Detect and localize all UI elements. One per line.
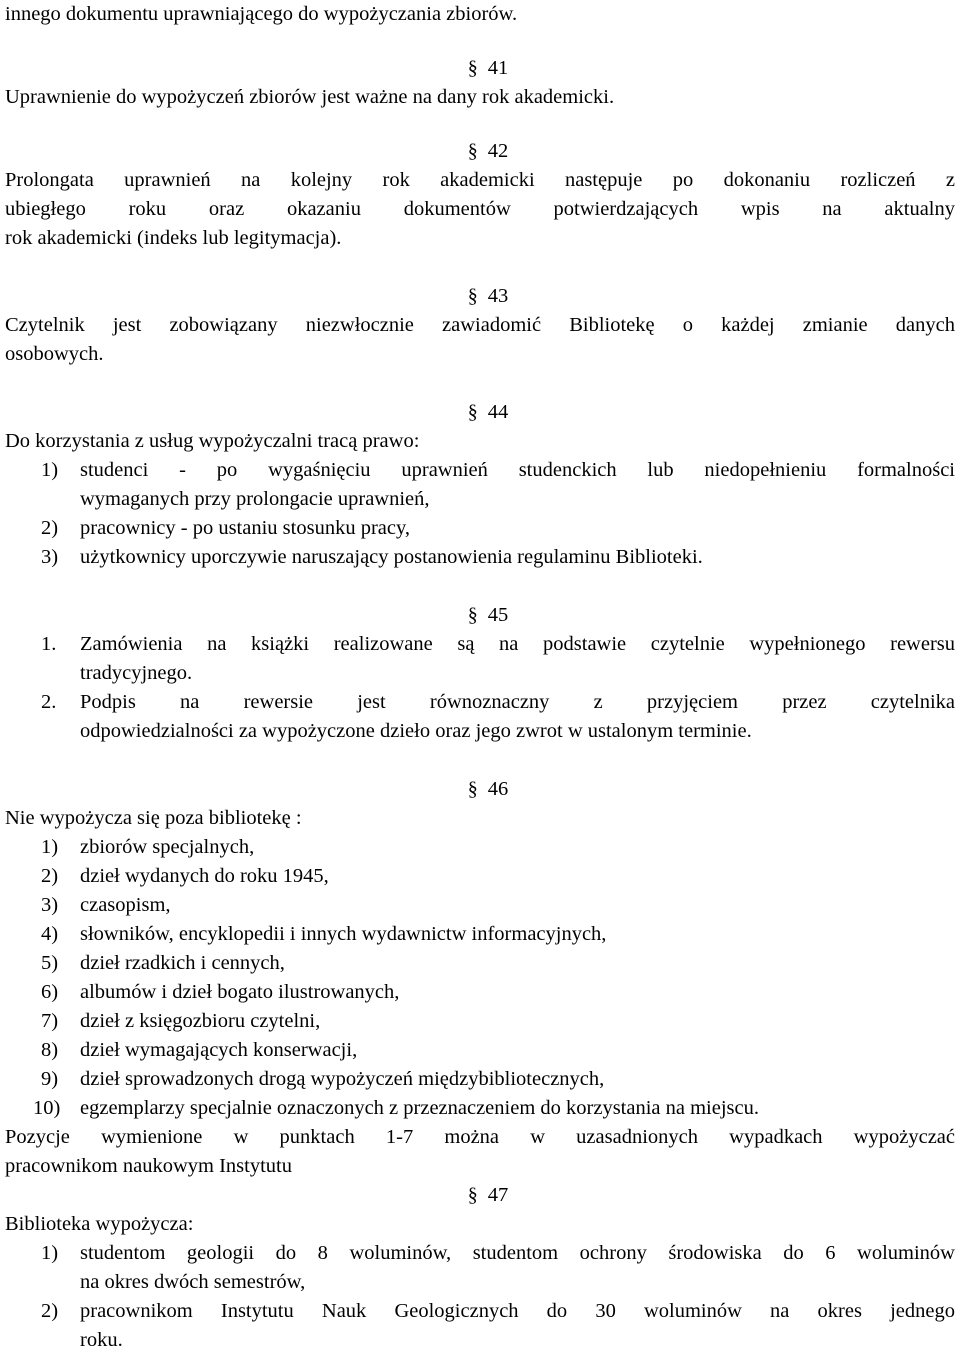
item-text: dzieł wydanych do roku 1945,: [80, 865, 329, 887]
list-item: [5, 688, 955, 717]
list-item: [5, 630, 955, 659]
list-item: [5, 1239, 955, 1268]
item-number: 9): [41, 1068, 59, 1090]
section-number: 43: [487, 285, 509, 307]
item-text-continued: odpowiedzialności za wypożyczone dzieło oraz jego zwrot w ustalonym terminie.: [80, 720, 752, 742]
item-number: 2): [41, 517, 59, 539]
item-text: dzieł sprowadzonych drogą wypożyczeń międzybibliotecznych,: [80, 1068, 605, 1090]
list-item: [5, 833, 955, 862]
item-text: egzemplarzy specjalnie oznaczonych z przeznaczeniem do korzystania na miejscu.: [80, 1097, 760, 1119]
item-number: 2): [41, 865, 59, 887]
item-text-continued: wymaganych przy prolongacie uprawnień,: [80, 488, 430, 510]
section-number: 47: [487, 1184, 509, 1206]
section-sign-icon: §: [467, 57, 478, 79]
text-line: osobowych.: [5, 343, 104, 365]
item-number: 4): [41, 923, 59, 945]
item-text: czasopism,: [80, 894, 171, 916]
text-line: rok akademicki (indeks lub legitymacja).: [5, 227, 342, 249]
list-item: [5, 920, 955, 949]
item-number: 5): [41, 952, 59, 974]
item-text: pracownikom Instytutu Nauk Geologicznych do 30 woluminów na okres jednego: [80, 1300, 955, 1322]
item-text: pracownicy - po ustaniu stosunku pracy,: [80, 517, 411, 539]
item-text: dzieł rzadkich i cennych,: [80, 952, 285, 974]
item-text: zbiorów specjalnych,: [80, 836, 255, 858]
text-line: Nie wypożycza się poza bibliotekę :: [5, 807, 302, 829]
section-number: 44: [487, 401, 509, 423]
item-number: 3): [41, 894, 59, 916]
text-line: ubiegłego roku oraz okazaniu dokumentów potwierdzających wpis na aktualny: [5, 198, 955, 220]
section-sign-icon: §: [467, 1184, 478, 1206]
item-number: 1): [41, 1242, 59, 1264]
section-42-heading: [5, 137, 955, 166]
section-sign-icon: §: [467, 604, 478, 626]
list-item: [5, 1036, 955, 1065]
item-number: 7): [41, 1010, 59, 1032]
item-text: studenci - po wygaśnięciu uprawnień studenckich lub niedopełnieniu formalności: [80, 459, 955, 481]
text-line: Czytelnik jest zobowiązany niezwłocznie zawiadomić Bibliotekę o każdej zmianie danych: [5, 314, 955, 336]
item-number: 2.: [41, 691, 57, 713]
list-item: [5, 543, 955, 572]
item-number: 10): [33, 1097, 61, 1119]
item-number: 6): [41, 981, 59, 1003]
section-number: 42: [487, 140, 509, 162]
list-item: [5, 1007, 955, 1036]
text-line: innego dokumentu uprawniającego do wypożyczania zbiorów.: [5, 3, 518, 25]
section-number: 41: [487, 57, 509, 79]
item-text: studentom geologii do 8 woluminów, studentom ochrony środowiska do 6 woluminów: [80, 1242, 955, 1264]
section-sign-icon: §: [467, 140, 478, 162]
section-44-heading: [5, 398, 955, 427]
section-43-heading: [5, 282, 955, 311]
section-sign-icon: §: [467, 285, 478, 307]
section-sign-icon: §: [467, 778, 478, 800]
item-text-continued: tradycyjnego.: [80, 662, 193, 684]
item-text-continued: na okres dwóch semestrów,: [80, 1271, 306, 1293]
section-sign-icon: §: [467, 401, 478, 423]
item-number: 1.: [41, 633, 57, 655]
section-41-heading: [5, 54, 955, 83]
section-47-heading: [5, 1181, 955, 1210]
item-text: Zamówienia na książki realizowane są na podstawie czytelnie wypełnionego rewersu: [80, 633, 955, 655]
list-item: [5, 1065, 955, 1094]
item-number: 3): [41, 546, 59, 568]
list-item: [5, 949, 955, 978]
item-text: dzieł wymagających konserwacji,: [80, 1039, 358, 1061]
item-text: albumów i dzieł bogato ilustrowanych,: [80, 981, 400, 1003]
item-number: 1): [41, 836, 59, 858]
list-item: [5, 862, 955, 891]
text-line: Do korzystania z usług wypożyczalni tracą prawo:: [5, 430, 420, 452]
item-text: Podpis na rewersie jest równoznaczny z przyjęciem przez czytelnika: [80, 691, 955, 713]
section-number: 46: [487, 778, 509, 800]
item-number: 2): [41, 1300, 59, 1322]
document-page: [5, 0, 955, 1355]
section-46-heading: [5, 775, 955, 804]
list-item: [5, 978, 955, 1007]
text-line: Biblioteka wypożycza:: [5, 1213, 194, 1235]
item-number: 1): [41, 459, 59, 481]
item-text: słowników, encyklopedii i innych wydawnictw informacyjnych,: [80, 923, 607, 945]
item-number: 8): [41, 1039, 59, 1061]
list-item: [5, 456, 955, 485]
text-line: Pozycje wymienione w punktach 1-7 można w uzasadnionych wypadkach wypożyczać: [5, 1126, 955, 1148]
section-number: 45: [487, 604, 509, 626]
list-item: [5, 891, 955, 920]
item-text-continued: roku.: [80, 1329, 123, 1351]
text-line: pracownikom naukowym Instytutu: [5, 1155, 292, 1177]
list-item: [5, 514, 955, 543]
text-line: Prolongata uprawnień na kolejny rok akademicki następuje po dokonaniu rozliczeń z: [5, 169, 955, 191]
item-text: użytkownicy uporczywie naruszający postanowienia regulaminu Biblioteki.: [80, 546, 703, 568]
item-text: dzieł z księgozbioru czytelni,: [80, 1010, 321, 1032]
list-item: [5, 1094, 955, 1123]
text-line: Uprawnienie do wypożyczeń zbiorów jest ważne na dany rok akademicki.: [5, 86, 615, 108]
list-item: [5, 1297, 955, 1326]
section-45-heading: [5, 601, 955, 630]
